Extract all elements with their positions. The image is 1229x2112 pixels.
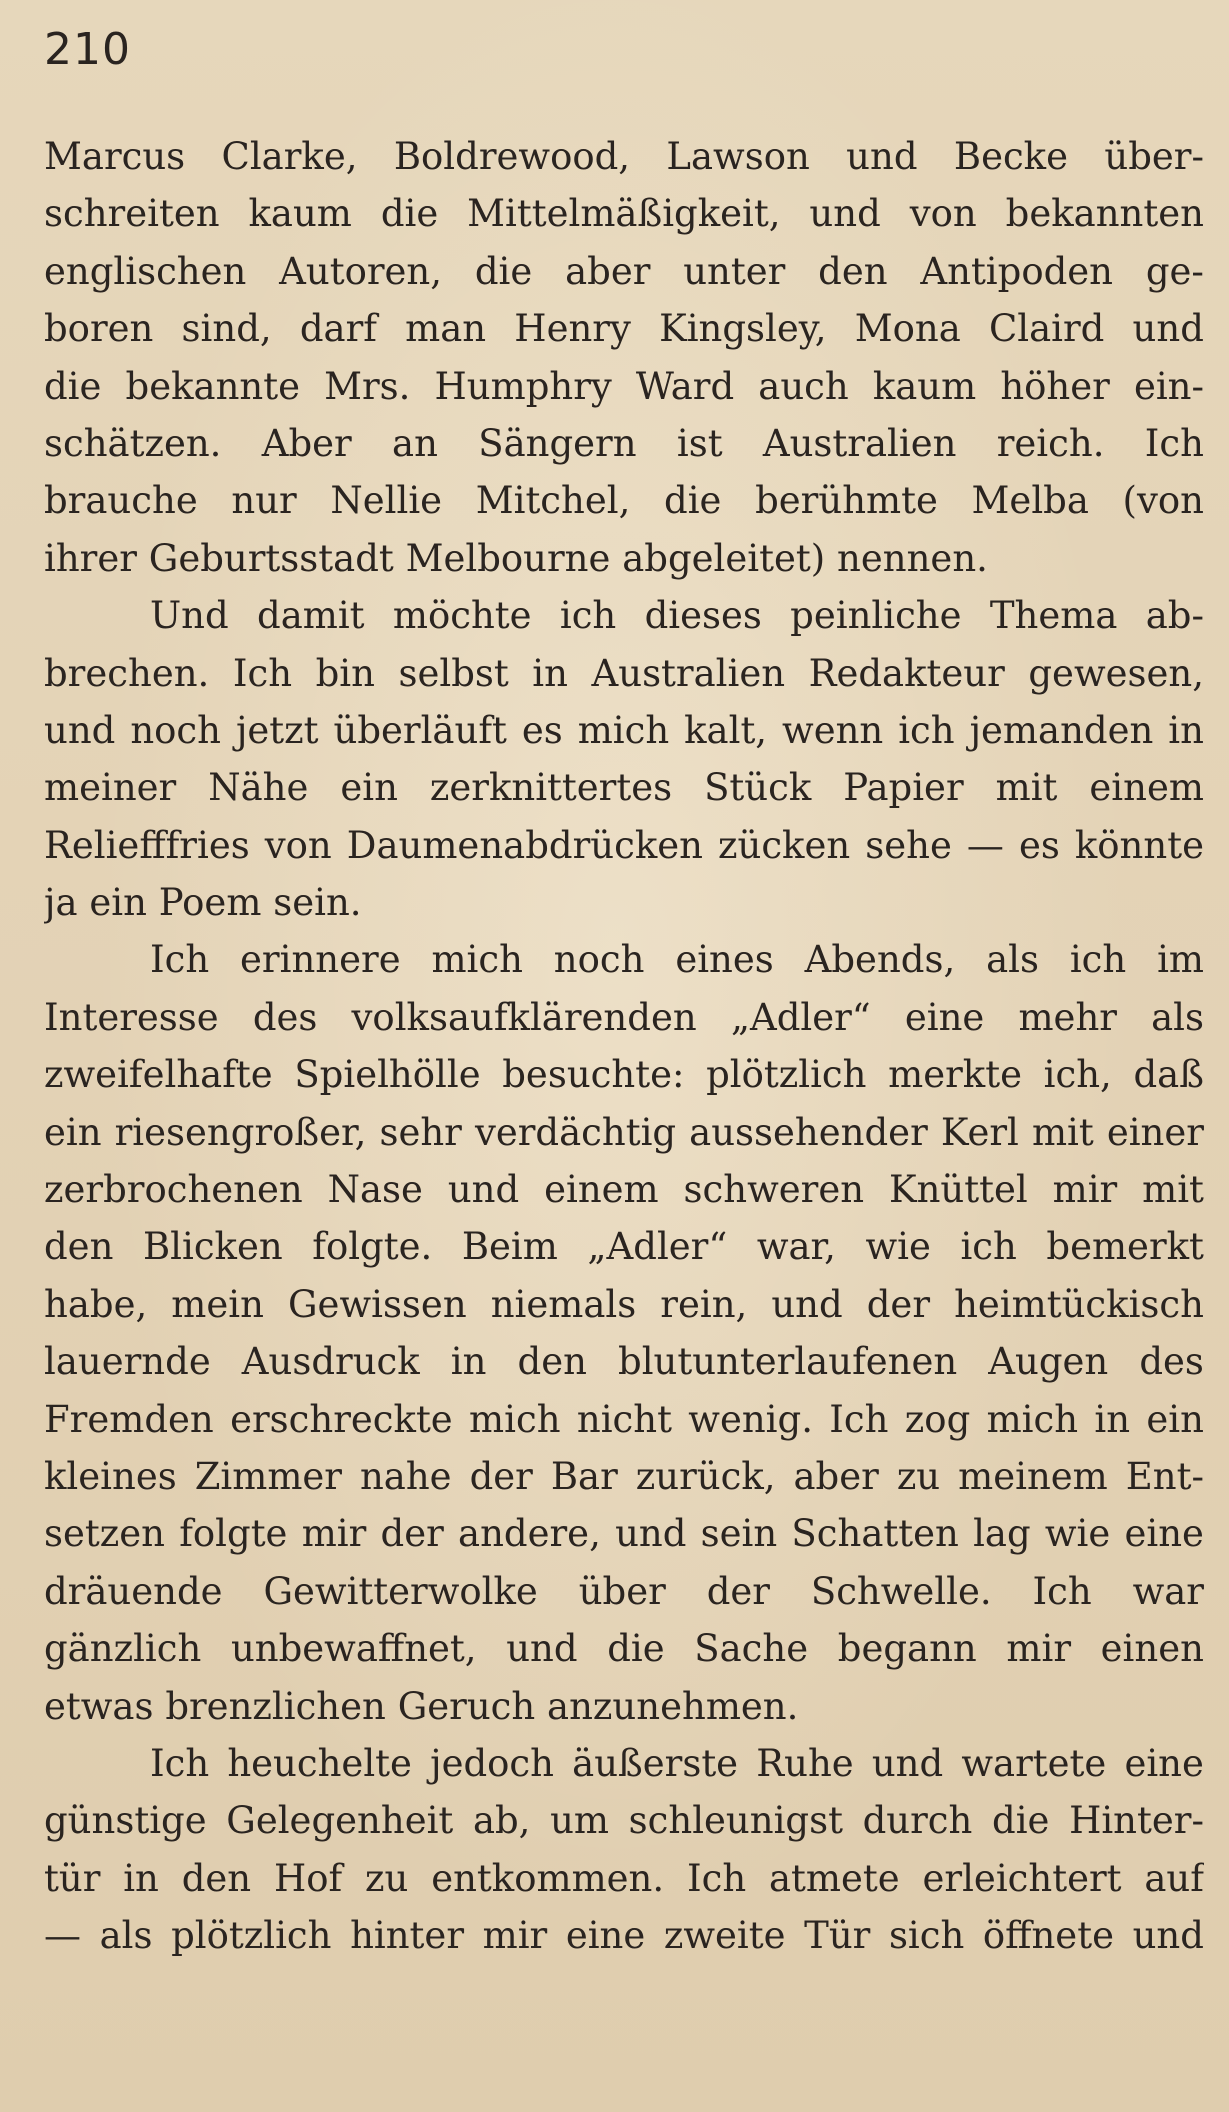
text-line: boren sind, darf man Henry Kingsley, Mona Claird und [44,307,1204,351]
text-line: — als plötzlich hinter mir eine zweite Tür sich öffnete und [44,1914,1204,1958]
text-line: dräuende Gewitterwolke über der Schwelle. Ich war [44,1569,1204,1613]
text-line: kleines Zimmer nahe der Bar zurück, aber zu meinem Ent- [44,1454,1204,1498]
text-line: brauche nur Nellie Mitchel, die berühmte Melba (von [44,479,1204,523]
text-line: schreiten kaum die Mittelmäßigkeit, und von bekannten [44,192,1204,236]
text-line: Ich heuchelte jedoch äußerste Ruhe und wartete eine [150,1741,1204,1785]
text-line: Marcus Clarke, Boldrewood, Lawson und Becke über- [44,135,1204,178]
body-text [44,128,1204,1965]
text-line: lauernde Ausdruck in den blutunterlaufenen Augen des [44,1340,1204,1384]
page-number: 210 [44,24,131,75]
text-line: zerbrochenen Nase und einem schweren Knüttel mir mit [44,1168,1204,1212]
text-line: englischen Autoren, die aber unter den Antipoden ge- [44,249,1204,293]
text-line: günstige Gelegenheit ab, um schleunigst durch die Hinter- [44,1799,1204,1843]
text-line: den Blicken folgte. Beim „Adler“ war, wie ich bemerkt [44,1225,1204,1269]
text-line: und noch jetzt überläuft es mich kalt, wenn ich jemanden in [44,708,1204,752]
text-line: Ich erinnere mich noch eines Abends, als ich im [150,938,1204,982]
text-line: Reliefffries von Daumenabdrücken zücken sehe — es könnte [44,823,1204,867]
text-line: die bekannte Mrs. Humphry Ward auch kaum höher ein- [44,364,1204,408]
text-line: habe, mein Gewissen niemals rein, und der heimtückisch [44,1282,1204,1326]
text-line: zweifelhafte Spielhölle besuchte: plötzlich merkte ich, daß [44,1053,1204,1097]
text-line: Interesse des volksaufklärenden „Adler“ eine mehr als [44,995,1204,1039]
text-line: setzen folgte mir der andere, und sein Schatten lag wie eine [44,1512,1204,1556]
text-line: ja ein Poem sein. [44,881,362,925]
text-line: etwas brenzlichen Geruch anzunehmen. [44,1684,799,1728]
text-line: Und damit möchte ich dieses peinliche Thema ab- [150,594,1204,638]
text-line: ein riesengroßer, sehr verdächtig aussehender Kerl mit einer [44,1110,1204,1154]
text-line: tür in den Hof zu entkommen. Ich atmete erleichtert auf [44,1856,1204,1900]
text-line: meiner Nähe ein zerknittertes Stück Papier mit einem [44,766,1204,810]
text-line: Fremden erschreckte mich nicht wenig. Ich zog mich in ein [44,1397,1204,1441]
text-line: schätzen. Aber an Sängern ist Australien reich. Ich [44,421,1204,465]
text-line: brechen. Ich bin selbst in Australien Redakteur gewesen, [44,651,1204,695]
text-line: ihrer Geburtsstadt Melbourne abgeleitet) nennen. [44,536,988,580]
text-line: gänzlich unbewaffnet, und die Sache begann mir einen [44,1627,1204,1671]
